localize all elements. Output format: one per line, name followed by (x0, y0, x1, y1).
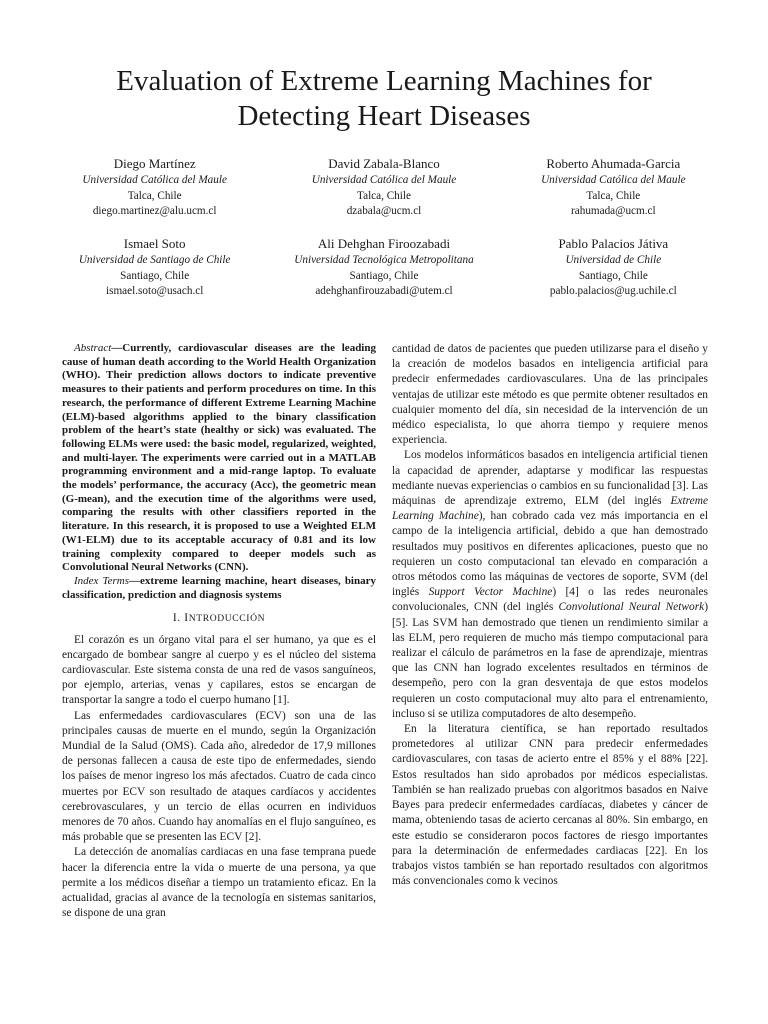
author-email: adehghanfirouzabadi@utem.cl (315, 285, 453, 297)
author-block (499, 154, 728, 220)
author-block (40, 154, 269, 220)
section-number: I. (172, 612, 185, 625)
author-affiliation: Universidad Tecnológica Metropolitana (294, 254, 474, 266)
author-name: Pablo Palacios Játiva (558, 236, 669, 251)
text-run: ), han cobrado cada vez más importancia en el campo de la inteligencia artificial, debido a que han demostrado resultados muy positivos en diferentes aplicaciones, puesto que no requieren un costo computacional tan elevado en comparación a otros métodos como las máquinas de vectores de soporte, SVM (del inglés (392, 510, 709, 599)
author-name: Ali Dehghan Firoozabadi (317, 236, 451, 251)
author-affiliation: Universidad Católica del Maule (541, 174, 686, 186)
author-affiliation: Universidad de Santiago de Chile (78, 254, 231, 266)
author-city: Santiago, Chile (349, 269, 419, 282)
abstract (62, 342, 376, 575)
author-block (499, 234, 728, 300)
left-column (62, 342, 376, 921)
body-paragraph: En la literatura científica, se han reportado resultados prometedores al utilizar CNN para predecir enfermedades cardiovasculares, con tasas de acierto entre el 85% y el 88% [22]. Estos resultados han sido aprobados por médicos especialistas. También se han realizado pruebas con algoritmos basados en Naive Bayes para predecir enfermedades cardíacas, diabetes y cáncer de mama, obteniendo tasas de acierto cercanas al 80%. Sin embargo, en este estudio se consideraron pocos factores de riesgo importantes para la determinación de enfermedades cardiacas [22]. En los trabajos vistos también se han reportado resultados con algoritmos más convencionales como k vecinos (392, 723, 708, 888)
author-city: Santiago, Chile (120, 269, 190, 282)
author-city: Talca, Chile (586, 189, 641, 202)
author-affiliation: Universidad de Chile (565, 254, 662, 266)
right-column (392, 342, 708, 889)
author-block (269, 154, 498, 220)
index-terms-text: —extreme learning machine, heart diseases, binary classification, prediction and diagnosis systems (62, 574, 376, 601)
author-block (269, 234, 498, 300)
index-terms-lead: Index Terms (74, 574, 130, 587)
body-paragraph: cantidad de datos de pacientes que pueden utilizarse para el diseño y la creación de modelos basados en inteligencia artificial para predecir enfermedades cardiovasculares. Una de las principales ventajas de utilizar este método es que permite obtener resultados en cualquier momento del día, sin necesidad de la intervención de un médico especialista, lo que ahorra tiempo y requiere menos experiencia. (392, 343, 708, 447)
abstract-lead: Abstract (74, 342, 112, 354)
author-name: Diego Martínez (113, 156, 196, 171)
text-run: Los modelos informáticos basados en inteligencia artificial tienen la capacidad de aprender, adaptarse y modificar las respuestas mediante nuevas experiencias o cambios en su funcionalidad [3]. Las máquinas de aprendizaje extremo, ELM (del inglés (392, 449, 708, 508)
text-run: ) [4] o las redes neuronales convolucionales, CNN (del inglés (392, 586, 708, 614)
author-city: Talca, Chile (357, 189, 411, 202)
author-row-1 (40, 154, 728, 220)
author-city: Santiago, Chile (578, 269, 648, 282)
abstract-text: —Currently, cardiovascular diseases are the leading cause of human death according to the World Health Organization (WHO). Their prediction allows doctors to indicate preventive measures to their patients and perform procedures on time. In this research, the performance of different Extreme Learning Machine (ELM)-based algorithms applied to the binary classification problem of the heart’s state (healthy or sick) was evaluated. The following ELMs were used: the basic model, regularized, weighted, and multi-layer. The experiments were carried out in a MATLAB programming environment and a mid-range laptop. To evaluate the models’ performance, the accuracy (Acc), the geometric mean (G-mean), and the execution time of the algorithms were used, comparing the results with other classifiers reported in the literature. In this research, it is proposed to use a Weighted ELM (W1-ELM) due to its acceptable accuracy of 0.81 and its low training complexity compared to deeper models such as Convolutional Neural Networks (CNN). (62, 342, 376, 574)
author-email: dzabala@ucm.cl (346, 205, 422, 217)
paper-title (40, 64, 728, 134)
italic-term: Support Vector Machine (428, 586, 553, 599)
author-affiliation: Universidad Católica del Maule (311, 174, 457, 186)
italic-term: Extreme Learning Machine (392, 495, 708, 523)
author-city: Talca, Chile (127, 189, 182, 202)
title-line-2: Detecting Heart Diseases (237, 100, 531, 132)
author-row-2 (40, 234, 728, 300)
author-name: Ismael Soto (123, 236, 186, 251)
italic-term: Convolutional Neural Network (558, 601, 705, 614)
body-paragraph: La detección de anomalías cardiacas en una fase temprana puede hacer la diferencia entre la vida o muerte de una persona, ya que permite a los médicos diseñar a tiempo un tratamiento eficaz. En la actualidad, gracias al avance de la tecnología en sistemas sanitarios, se dispone de una gran (62, 846, 376, 920)
section-heading (62, 611, 376, 626)
author-email: diego.martinez@alu.ucm.cl (92, 205, 217, 217)
body-paragraph (392, 448, 708, 722)
author-email: pablo.palacios@ug.uchile.cl (549, 285, 677, 297)
author-name: David Zabala-Blanco (328, 156, 440, 171)
author-affiliation: Universidad Católica del Maule (82, 174, 227, 186)
section-title-rest: NTRODUCCIÓN (188, 613, 266, 625)
author-name: Roberto Ahumada-Garcia (546, 156, 681, 171)
index-terms (62, 575, 376, 602)
author-block (40, 234, 269, 300)
section-initial: I (184, 612, 189, 625)
body-paragraph: Las enfermedades cardiovasculares (ECV) son una de las principales causas de muerte en el mundo, según la Organización Mundial de la Salud (OMS). Cada año, alrededor de 17,9 millones de personas fallecen a causa de este tipo de enfermedades, siendo los países de menor ingreso los más afectados. Cuatro de cada cinco muertes por ECV son resultado de ataques cardíacos y accidentes cerebrovasculares, y un tercio de ellas ocurren en individuos menores de 70 años. Cuando hay anomalías en el flujo sanguíneo, es más probable que se presenten las ECV [2]. (62, 709, 376, 844)
body-paragraph: El corazón es un órgano vital para el ser humano, ya que es el encargado de bombear sangre al cuerpo y es el núcleo del sistema cardiovascular. Este sistema consta de una red de vasos sanguíneos, por ejemplo, arterias, venas y capilares, estos se encargan de transportar la sangre a todo el cuerpo humano [1]. (62, 633, 376, 707)
title-line-1: Evaluation of Extreme Learning Machines for (116, 65, 652, 97)
author-email: rahumada@ucm.cl (571, 205, 656, 217)
author-email: ismael.soto@usach.cl (106, 285, 204, 297)
text-run: ) [5]. Las SVM han demostrado que tienen un rendimiento similar a las ELM, pero requieren de mucho más tiempo computacional para realizar el cálculo de parámetros en la fase de aprendizaje, mientras que las CNN han logrado excelentes resultados en términos de desempeño, pero con la gran desventaja de que estos modelos requieren un costo computacional muy alto para el entrenamiento, incluso si se utiliza computadores de alto desempeño. (392, 601, 708, 720)
